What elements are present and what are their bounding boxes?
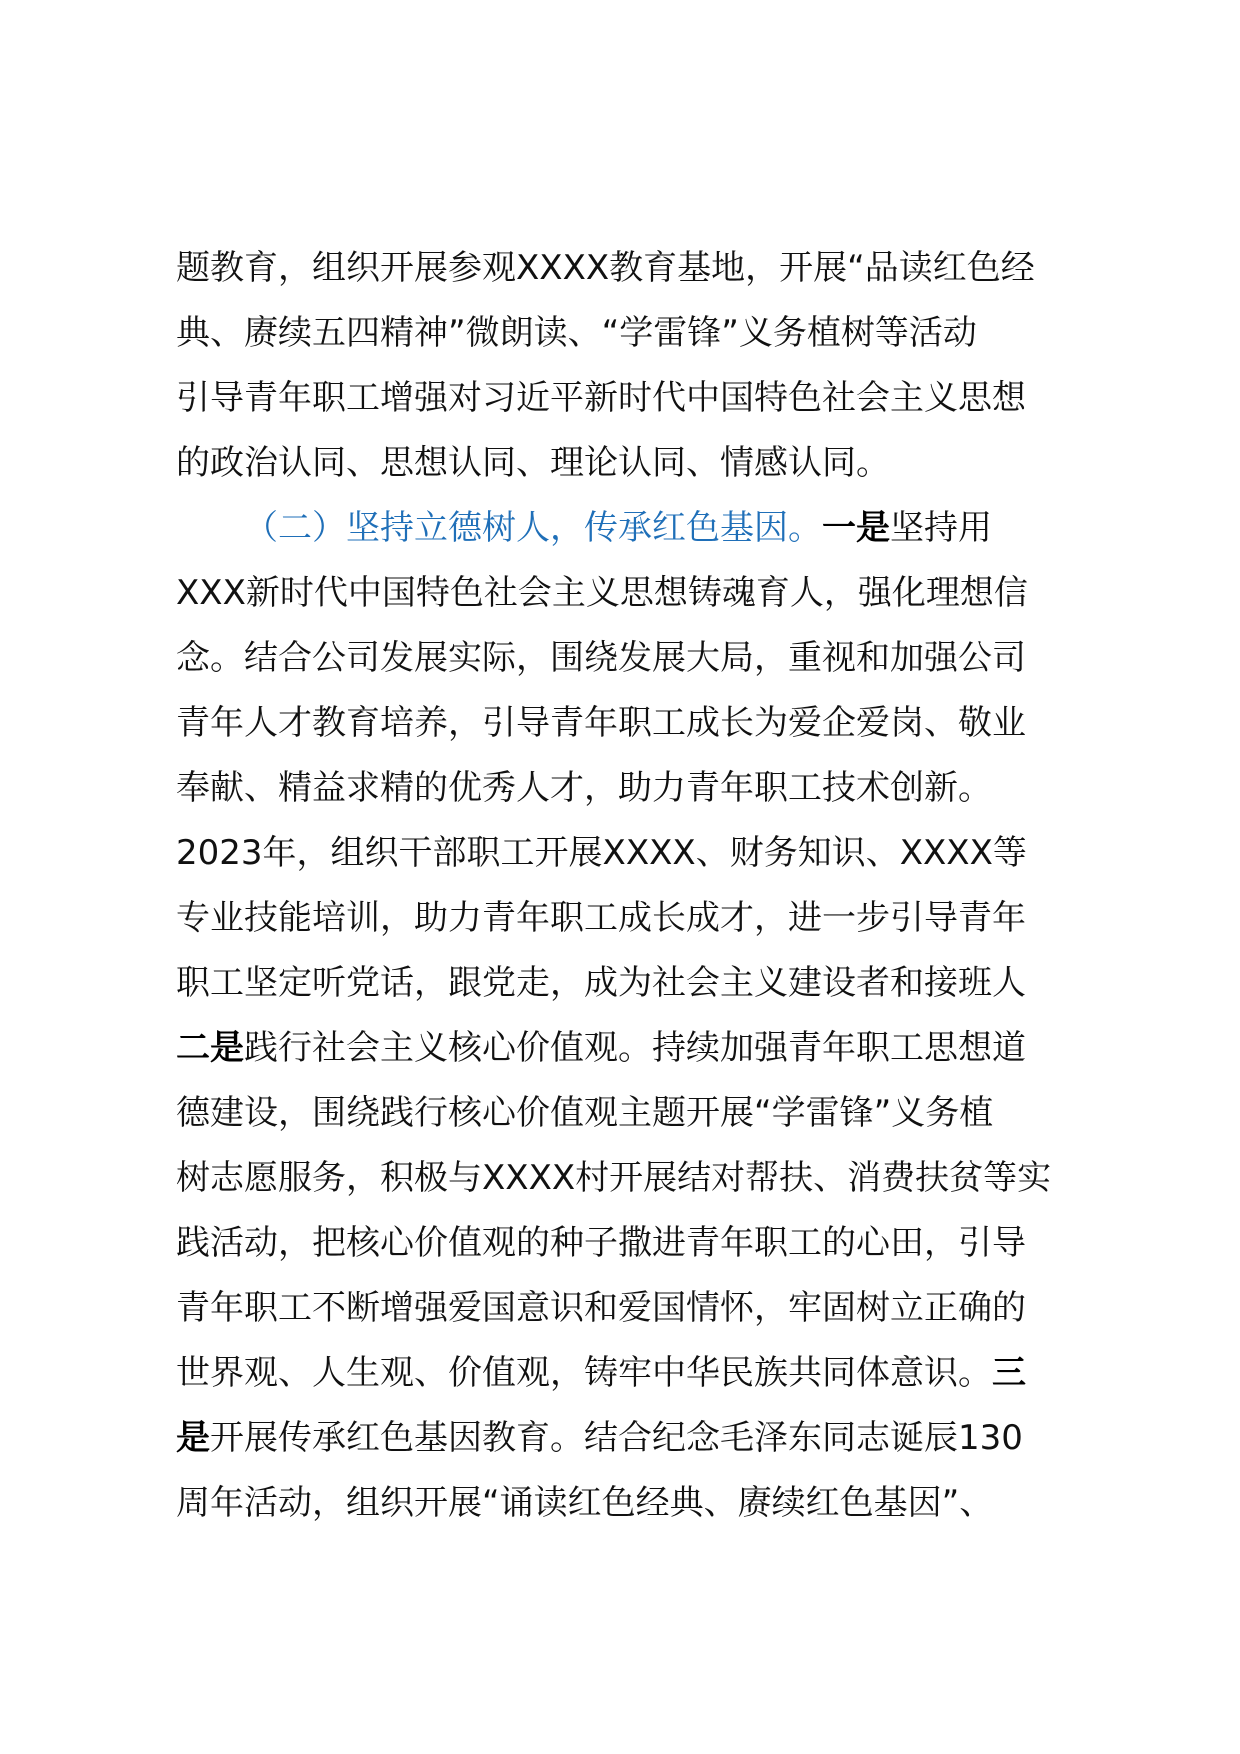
text-segment: 开展传承红色基因教育。结合纪念毛泽东同志诞辰130 [210,1418,1023,1458]
text-segment: 奉献、精益求精的优秀人才，助力青年职工技术创新。 [176,768,992,808]
text-line [176,1016,1116,1081]
text-segment: 践行社会主义核心价值观。持续加强青年职工思想道 [244,1028,1026,1068]
text-line [176,1081,1116,1146]
text-segment: 职工坚定听党话，跟党走，成为社会主义建设者和接班人 [176,963,1026,1003]
bold-keyword: 三 [992,1353,1026,1393]
bold-keyword: 是 [176,1418,210,1458]
document-body [176,236,1116,1536]
section-heading: （二）坚持立德树人，传承红色基因。 [244,508,822,548]
text-line [176,1341,1116,1406]
text-segment: 周年活动，组织开展“诵读红色经典、赓续红色基因”、 [176,1483,994,1523]
text-line [176,821,1116,886]
text-segment: 践活动，把核心价值观的种子撒进青年职工的心田，引导 [176,1223,1026,1263]
text-line [176,366,1116,431]
text-line [176,496,1116,561]
text-segment: 树志愿服务，积极与XXXX村开展结对帮扶、消费扶贫等实 [176,1158,1052,1198]
text-segment: 德建设，围绕践行核心价值观主题开展“学雷锋”义务植 [176,1093,994,1133]
text-line [176,431,1116,496]
text-segment: 2023年，组织干部职工开展XXXX、财务知识、XXXX等 [176,833,1027,873]
text-line [176,1276,1116,1341]
text-segment: 念。结合公司发展实际，围绕发展大局，重视和加强公司 [176,638,1026,678]
text-line [176,691,1116,756]
text-segment: 典、赓续五四精神”微朗读、“学雷锋”义务植树等活动 [176,313,977,353]
text-line [176,301,1116,366]
bold-keyword: 二是 [176,1028,244,1068]
text-segment: 的政治认同、思想认同、理论认同、情感认同。 [176,443,890,483]
text-segment: 题教育，组织开展参观XXXX教育基地，开展“品读红色经 [176,248,1035,288]
text-segment: 坚持用 [890,508,992,548]
text-line [176,561,1116,626]
text-line [176,1406,1116,1471]
text-line [176,951,1116,1016]
text-line [176,626,1116,691]
text-line [176,886,1116,951]
text-segment: 世界观、人生观、价值观，铸牢中华民族共同体意识。 [176,1353,992,1393]
text-line [176,1146,1116,1211]
text-segment: 引导青年职工增强对习近平新时代中国特色社会主义思想 [176,378,1026,418]
bold-keyword: 一是 [822,508,890,548]
text-segment: 青年职工不断增强爱国意识和爱国情怀，牢固树立正确的 [176,1288,1026,1328]
text-line [176,1211,1116,1276]
text-line [176,236,1116,301]
text-line [176,1471,1116,1536]
text-segment: XXX新时代中国特色社会主义思想铸魂育人，强化理想信 [176,573,1028,613]
text-segment: 专业技能培训，助力青年职工成长成才，进一步引导青年 [176,898,1026,938]
text-segment: 青年人才教育培养，引导青年职工成长为爱企爱岗、敬业 [176,703,1026,743]
text-line [176,756,1116,821]
